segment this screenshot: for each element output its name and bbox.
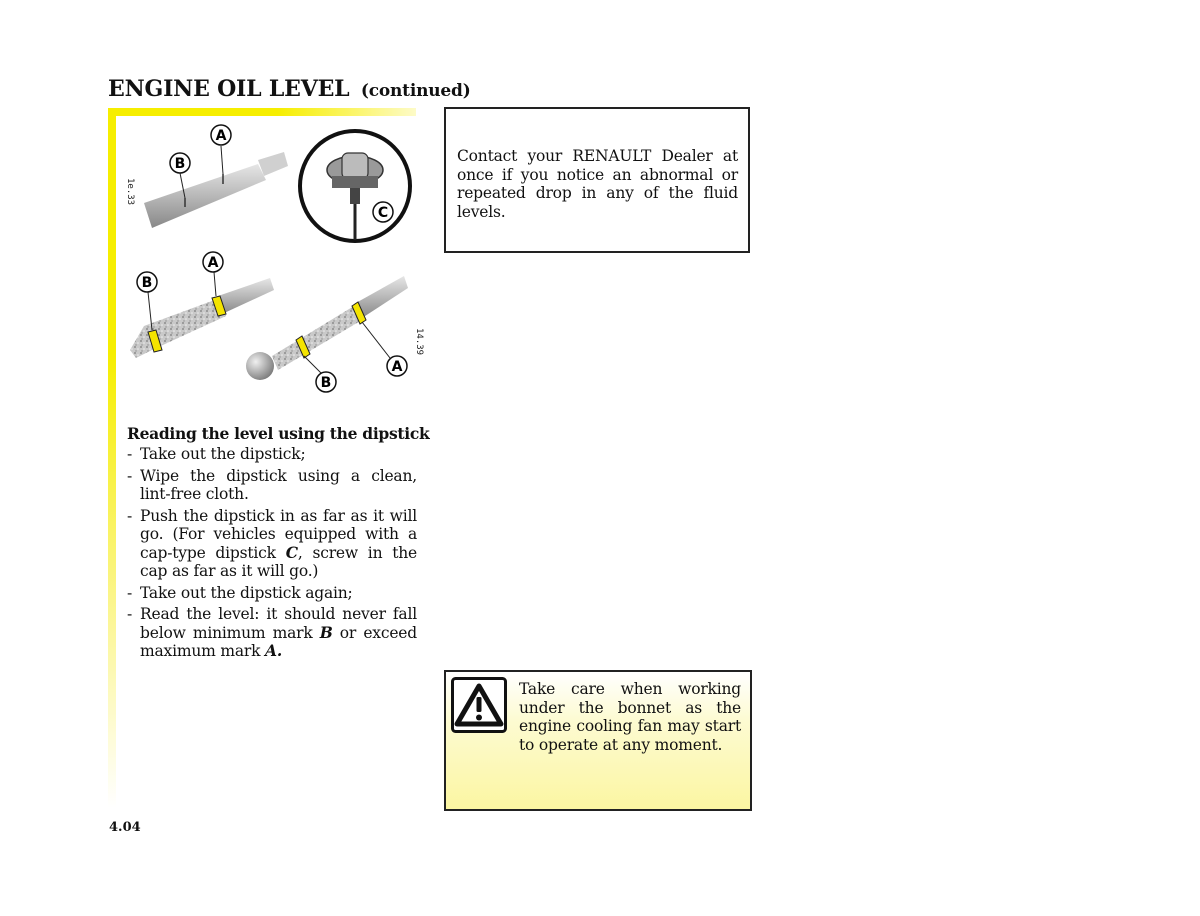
list-bullet: - [127, 605, 133, 623]
svg-text:1e.33: 1e.33 [125, 178, 135, 206]
callout-a-text: A [207, 255, 219, 271]
step-text: or exceed maximum mark [140, 623, 417, 660]
mark-a: A. [265, 641, 283, 660]
callout-a-text: A [215, 128, 227, 144]
warning-triangle-icon [451, 677, 507, 733]
callout-a-text: A [391, 359, 403, 375]
callout-b-text: B [174, 156, 186, 172]
mark-b: B [319, 622, 333, 642]
callout-label-a-bottom [362, 322, 407, 376]
title-continued: (continued) [360, 81, 471, 101]
list-bullet: - [127, 583, 133, 602]
yellow-accent-bar-top [108, 108, 416, 116]
step-text: Read the level: it should never fall below minimum mark [140, 605, 417, 642]
callout-label-b-middle [137, 272, 157, 330]
reading-level-section [127, 424, 430, 664]
step-text: Push the dipstick in as far as it will go. (For vehicles equipped with a cap-type dipstick [140, 506, 417, 562]
list-item [127, 584, 417, 603]
dipstick-flat-illustration [125, 146, 288, 228]
list-item [127, 605, 417, 661]
list-bullet: - [127, 466, 133, 485]
list-item [127, 467, 417, 504]
step-text: , screw in the cap as far as it will go.) [140, 543, 417, 580]
list-bullet: - [127, 445, 133, 463]
safety-warning-box [444, 670, 752, 811]
callout-label-a-middle [203, 252, 223, 296]
mark-c: C [285, 542, 298, 562]
svg-text:14.39: 14.39 [414, 328, 424, 356]
dipstick-illustration [122, 118, 422, 408]
title-main: ENGINE OIL LEVEL [108, 76, 350, 102]
step-text: Take out the dipstick; [140, 445, 306, 463]
list-item [127, 445, 417, 464]
page-title [108, 76, 471, 102]
step-text: Wipe the dipstick using a clean, lint-free cloth. [140, 466, 417, 503]
yellow-accent-bar-left [108, 108, 116, 808]
list-item [127, 507, 417, 581]
callout-label-a-top [211, 125, 231, 145]
list-bullet: - [127, 506, 133, 525]
notice-text: Contact your RENAULT Dealer at once if you notice an abnormal or repeated drop in any of the fluid levels. [457, 147, 738, 221]
warning-text: Take care when working under the bonnet as the engine cooling fan may start to operate at any moment. [519, 680, 741, 754]
dipstick-cap-detail-illustration [300, 131, 410, 241]
dealer-notice-box [444, 107, 750, 253]
section-heading: Reading the level using the dipstick [127, 424, 430, 443]
callout-label-b-bottom [304, 356, 336, 392]
callout-b-text: B [320, 375, 332, 391]
callout-label-b-top [170, 153, 190, 173]
callout-b-text: B [141, 275, 153, 291]
step-text: Take out the dipstick again; [140, 583, 353, 602]
page-number: 4.04 [109, 820, 141, 835]
callout-label-c [373, 202, 393, 222]
callout-c-text: C [377, 205, 389, 221]
steps-list [127, 445, 417, 661]
